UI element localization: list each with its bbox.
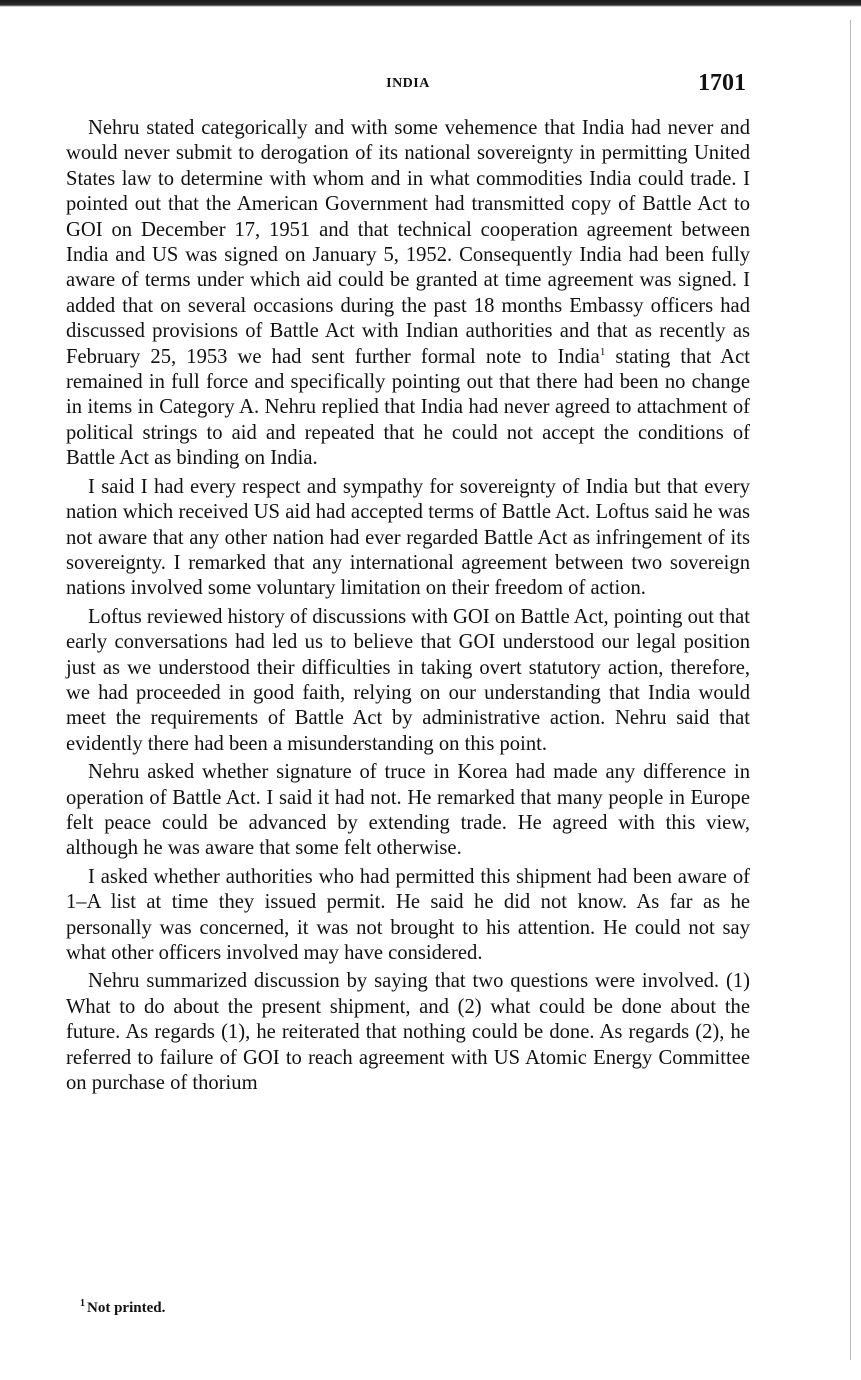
paragraph-2: I said I had every respect and sympathy for sovereignty of India but that every nation which received US aid had accepted terms of Battle Act. Loftus said he was not aware that any other nation had ever regarded Battle Act as infringement of its sovereignty. I remarked that any international agreement between two sovereign nations involved some voluntary limitation on their freedom of action.	[66, 475, 750, 600]
scan-top-edge	[0, 0, 861, 7]
footnote-reference: 1	[599, 345, 606, 358]
paragraph-4: Nehru asked whether signature of truce in Korea had made any difference in operation of Battle Act. I said it had not. He remarked that many people in Europe felt peace could be advanced by extending trade. He agreed with this view, although he was aware that some felt otherwise.	[66, 761, 750, 860]
page-number: 1701	[698, 70, 746, 96]
running-title: INDIA	[386, 76, 430, 91]
paragraph-6: Nehru summarized discussion by saying that two questions were involved. (1) What to do about the present shipment, and (2) what could be done about the future. As regards (1), he reiterated that nothing could be done. As regards (2), he referred to failure of GOI to reach agreement with US Atomic Energy Committee on purchase of thorium	[66, 970, 750, 1095]
scan-right-edge	[850, 20, 851, 1360]
running-head	[66, 66, 750, 102]
footnote-number: 1	[80, 1298, 85, 1309]
body-text	[66, 116, 750, 1099]
paragraph-5: I asked whether authorities who had permitted this shipment had been aware of 1–A list at time they issued permit. He said he did not know. As far as he personally was concerned, it was not brought to his attention. He could not say what other officers involved may have considered.	[66, 865, 750, 964]
paragraph-1-text-a: Nehru stated categorically and with some vehemence that India had never and would never submit to derogation of its national sovereignty in permitting United States law to determine with whom and in what commodities India could trade. I pointed out that the American Government had transmitted copy of Battle Act to GOI on December 17, 1951 and that technical cooperation agreement between India and US was signed on January 5, 1952. Consequently India had been fully aware of terms under which aid could be granted at time agreement was signed. I added that on several occasions during the past 18 months Embassy officers had discussed provisions of Battle Act with Indian authorities and that as recently as February 25, 1953 we had sent further formal note to India	[66, 117, 750, 368]
paragraph-1	[66, 116, 750, 472]
footnote	[80, 1298, 165, 1317]
paragraph-1-text-b: stating that Act remained in full force and specifically pointing out that there had been no change in items in Category A. Nehru replied that India had never agreed to attachment of political strings to aid and repeated that he could not accept the conditions of Battle Act as binding on India.	[66, 345, 750, 470]
footnote-text: Not printed.	[87, 1300, 166, 1316]
paragraph-3: Loftus reviewed history of discussions with GOI on Battle Act, pointing out that early conversations had led us to believe that GOI understood our legal position just as we understood their difficulties in taking overt statutory action, therefore, we had proceeded in good faith, relying on our understanding that India would meet the requirements of Battle Act by administrative action. Nehru said that evidently there had been a misunderstanding on this point.	[66, 605, 750, 755]
